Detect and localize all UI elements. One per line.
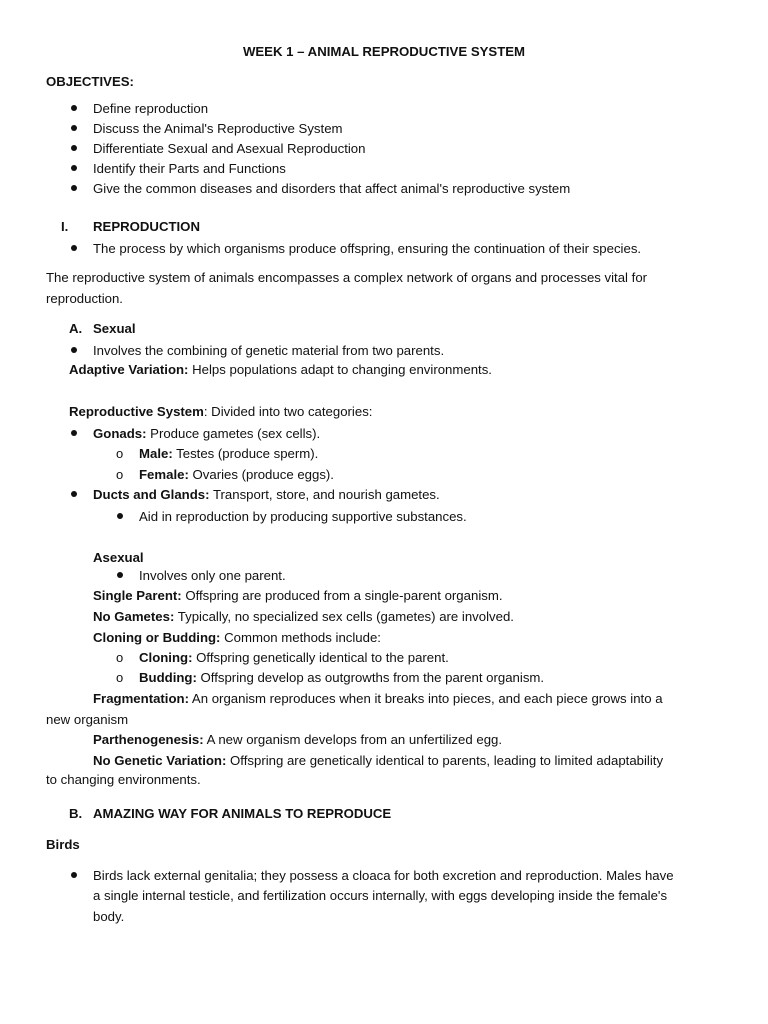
bullet-icon (117, 572, 123, 578)
subsection-heading-asexual: Asexual (93, 550, 144, 565)
no-genetic-variation-line: No Genetic Variation: Offspring are genetically identical to parents, leading to limited adaptability (93, 753, 664, 768)
ducts-line: Ducts and Glands: Transport, store, and nourish gametes. (93, 487, 440, 502)
birds-line: a single internal testicle, and fertilization occurs internally, with eggs developing inside the female's (93, 888, 668, 903)
paragraph-line: The reproductive system of animals encompasses a complex network of organs and processes vital for (46, 270, 648, 285)
page-title: WEEK 1 – ANIMAL REPRODUCTIVE SYSTEM (242, 44, 526, 59)
objectives-heading: OBJECTIVES: (46, 74, 134, 89)
objective-item: Discuss the Animal's Reproductive System (93, 121, 343, 136)
bullet-icon (71, 491, 77, 497)
birds-line: Birds lack external genitalia; they possess a cloaca for both excretion and reproduction. Males have (93, 868, 674, 883)
parthenogenesis-line: Parthenogenesis: A new organism develops from an unfertilized egg. (93, 732, 503, 747)
birds-line: body. (93, 909, 125, 924)
bullet-icon (71, 245, 77, 251)
sexual-bullet: Involves the combining of genetic material from two parents. (93, 343, 445, 358)
bullet-icon (71, 165, 77, 171)
section-numeral: I. (61, 219, 69, 234)
fragmentation-line: Fragmentation: An organism reproduces when it breaks into pieces, and each piece grows into a (93, 691, 663, 706)
bullet-icon (71, 125, 77, 131)
bullet-icon (71, 872, 77, 878)
bullet-icon (71, 105, 77, 111)
budding-line: Budding: Offspring develop as outgrowths from the parent organism. (139, 670, 545, 685)
bullet-icon (117, 513, 123, 519)
reproduction-definition: The process by which organisms produce offspring, ensuring the continuation of their species. (93, 241, 642, 256)
cloning-budding-line: Cloning or Budding: Common methods include: (93, 630, 381, 645)
cloning-line: Cloning: Offspring genetically identical to the parent. (139, 650, 449, 665)
female-line: Female: Ovaries (produce eggs). (139, 467, 334, 482)
single-parent-line: Single Parent: Offspring are produced from a single-parent organism. (93, 588, 503, 603)
objective-item: Give the common diseases and disorders that affect animal's reproductive system (93, 181, 571, 196)
bullet-icon (71, 145, 77, 151)
fragmentation-line2: new organism (46, 712, 129, 727)
subsection-heading-sexual: Sexual (93, 321, 136, 336)
asexual-bullet: Involves only one parent. (139, 568, 286, 583)
adaptive-variation: Adaptive Variation: Helps populations adapt to changing environments. (69, 362, 492, 377)
objective-item: Differentiate Sexual and Asexual Reproduction (93, 141, 366, 156)
objective-item: Define reproduction (93, 101, 209, 116)
circle-bullet-icon: o (116, 670, 124, 685)
male-line: Male: Testes (produce sperm). (139, 446, 319, 461)
birds-heading: Birds (46, 837, 80, 852)
no-genetic-variation-line2: to changing environments. (46, 772, 201, 787)
reproductive-system-line: Reproductive System: Divided into two categories: (69, 404, 373, 419)
no-gametes-line: No Gametes: Typically, no specialized sex cells (gametes) are involved. (93, 609, 514, 624)
section-heading-reproduction: REPRODUCTION (93, 219, 200, 234)
aid-line: Aid in reproduction by producing supportive substances. (139, 509, 467, 524)
subsection-letter: B. (69, 806, 83, 821)
objective-item: Identify their Parts and Functions (93, 161, 286, 176)
bullet-icon (71, 430, 77, 436)
subsection-heading-amazing: AMAZING WAY FOR ANIMALS TO REPRODUCE (93, 806, 392, 821)
bullet-icon (71, 185, 77, 191)
circle-bullet-icon: o (116, 650, 124, 665)
subsection-letter: A. (69, 321, 83, 336)
gonads-line: Gonads: Produce gametes (sex cells). (93, 426, 321, 441)
paragraph-line: reproduction. (46, 291, 123, 306)
circle-bullet-icon: o (116, 467, 124, 482)
circle-bullet-icon: o (116, 446, 124, 461)
bullet-icon (71, 347, 77, 353)
